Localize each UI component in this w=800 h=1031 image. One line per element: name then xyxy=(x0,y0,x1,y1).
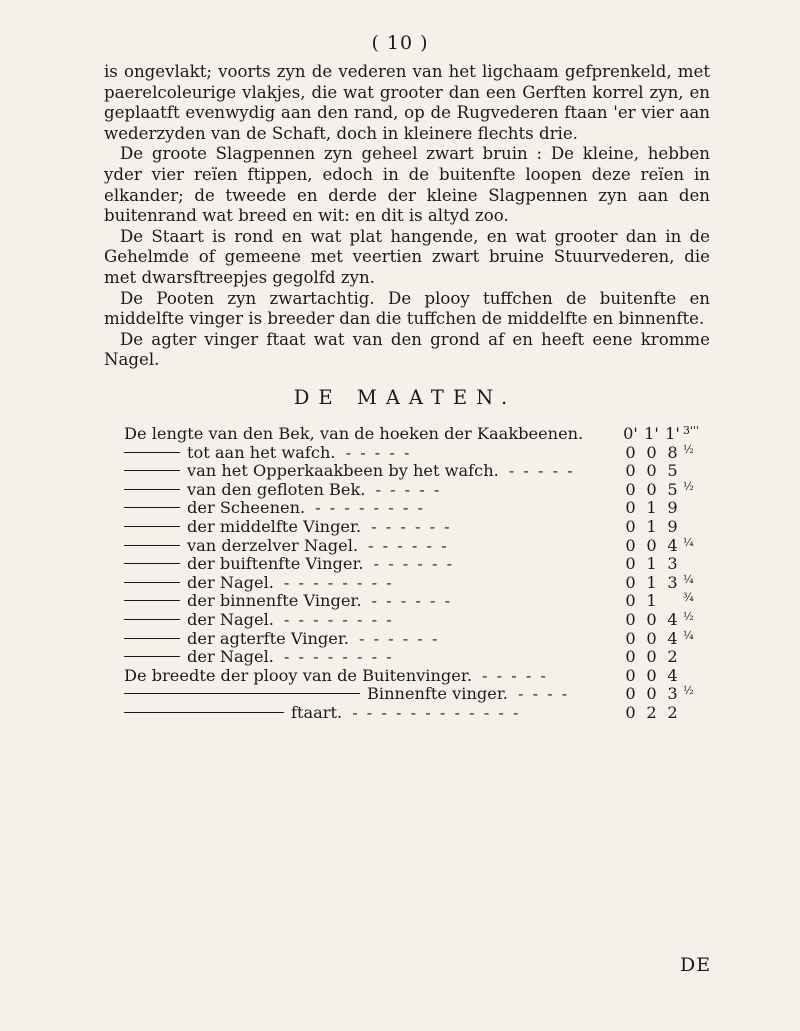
measure-label: Binnenfte vinger. xyxy=(367,684,508,704)
measure-value xyxy=(683,666,713,685)
measure-value: ½ xyxy=(683,684,694,698)
measure-value: 0 xyxy=(625,535,636,555)
measure-value xyxy=(683,703,713,722)
measure-value xyxy=(683,554,713,573)
measure-label: der Nagel. xyxy=(187,572,274,592)
measure-value: 0 xyxy=(646,461,657,481)
measure-value: 3 xyxy=(667,572,678,592)
measure-label: der Scheenen. xyxy=(187,498,306,518)
measure-value: 1 xyxy=(646,554,657,574)
paragraph: is ongevlakt; voorts zyn de vederen van het ligchaam gefprenkeld, met paerelcoleurige vlakjes, die wat grooter dan een Gerften korrel zyn, en geplaatft evenwydig aan den rand, op de Rugvederen ftaan 'er vier aan wederzyden van de Schaft, doch in kleinere flechts drie. xyxy=(104,62,710,143)
table-row: der agterfte Vinger. - - - - - - 0 0 4 ¼ xyxy=(124,629,744,648)
measure-value xyxy=(683,647,713,666)
measure-label: der Nagel. xyxy=(187,609,274,629)
measure-value: 4 xyxy=(667,628,678,648)
measure-value: ½ xyxy=(683,442,694,456)
measure-value: 1' xyxy=(644,424,659,443)
measure-value: 2 xyxy=(646,702,657,722)
measure-value xyxy=(662,591,683,610)
paragraph: De groote Slagpennen zyn geheel zwart bruin : De kleine, hebben yder vier reïen ftippen, edoch in de buitenfte loopen deze reïen in elkander; de tweede en derde der kleine Slagpennen zyn aan den buitenrand wat breed en wit: en dit is altyd zoo. xyxy=(104,144,710,226)
catchword: DE xyxy=(680,954,712,976)
table-row: der Nagel. - - - - - - - - 0 1 3 ¼ xyxy=(124,573,744,592)
measure-value xyxy=(683,461,713,480)
measure-value xyxy=(683,498,713,517)
measure-value: 8 xyxy=(667,442,678,462)
table-row: ftaart. - - - - - - - - - - - - 0 2 2 xyxy=(124,703,744,722)
measure-value: 0 xyxy=(625,684,636,704)
measure-value: 4 xyxy=(667,609,678,629)
measure-value: 0 xyxy=(646,665,657,685)
measure-value: ¼ xyxy=(683,628,694,642)
measure-value: 0 xyxy=(625,609,636,629)
measure-label: ftaart. xyxy=(291,702,343,722)
measure-value: 0 xyxy=(625,628,636,648)
measure-value: 5 xyxy=(667,479,678,499)
measure-value: ¾ xyxy=(683,591,694,605)
measure-label: der binnenfte Vinger. xyxy=(187,591,362,611)
paragraph: De Staart is rond en wat plat hangende, en wat grooter dan in de Gehelmde of gemeene met veertien zwart bruine Stuurvederen, die met dwarsftreepjes gegolfd zyn. xyxy=(104,226,710,287)
table-row: van derzelver Nagel. - - - - - - 0 0 4 ¼ xyxy=(124,536,744,555)
measure-value: 3 xyxy=(667,684,678,704)
measure-value: 4 xyxy=(667,665,678,685)
measure-value: 0 xyxy=(625,516,636,536)
measure-value: 0' xyxy=(623,424,638,443)
measure-value: 1 xyxy=(646,516,657,536)
measurements-table xyxy=(124,424,744,722)
measure-value: 5 xyxy=(667,461,678,481)
measure-value: 2 xyxy=(667,702,678,722)
measure-label: der agterfte Vinger. xyxy=(187,628,349,648)
measure-value: 0 xyxy=(646,684,657,704)
table-row: der Nagel. - - - - - - - - 0 0 2 xyxy=(124,647,744,666)
measure-value: 0 xyxy=(625,702,636,722)
measure-value: 1 xyxy=(646,498,657,518)
measure-value: 0 xyxy=(646,628,657,648)
table-row: der middelfte Vinger. - - - - - - 0 1 9 xyxy=(124,517,744,536)
measure-value xyxy=(683,517,713,536)
table-row: van het Opperkaakbeen by het wafch. - - - - - 0 0 5 xyxy=(124,461,744,480)
measure-value: 0 xyxy=(625,572,636,592)
measure-value: ¼ xyxy=(683,535,694,549)
measure-value: 9 xyxy=(667,516,678,536)
body-text xyxy=(104,62,710,371)
measure-value: 0 xyxy=(625,554,636,574)
table-row: tot aan het wafch. - - - - - 0 0 8 ½ xyxy=(124,443,744,462)
measure-value: 1 xyxy=(646,591,657,611)
measure-label: van derzelver Nagel. xyxy=(187,535,359,555)
table-row xyxy=(124,424,744,443)
measure-value: 1' xyxy=(665,424,680,443)
measure-value: 0 xyxy=(646,442,657,462)
measure-value: 0 xyxy=(625,461,636,481)
section-heading: DE MAATEN. xyxy=(293,386,517,409)
table-row: der buiftenfte Vinger. - - - - - - 0 1 3 xyxy=(124,554,744,573)
measure-label: tot aan het wafch. xyxy=(187,442,336,462)
measure-value: 0 xyxy=(625,647,636,667)
measure-value: 0 xyxy=(625,591,636,611)
measure-value: 0 xyxy=(646,479,657,499)
measure-value: ½ xyxy=(683,609,694,623)
measure-value: 2 xyxy=(667,647,678,667)
measure-value: 0 xyxy=(625,498,636,518)
measure-label: De lengte van den Bek, van de hoeken der Kaakbeenen. xyxy=(124,424,584,443)
paragraph: De Pooten zyn zwartachtig. De plooy tuffchen de buitenfte en middelfte vinger is breeder dan die tuffchen de middelfte en binnenfte. xyxy=(104,288,710,329)
table-row: van den gefloten Bek. - - - - - 0 0 5 ½ xyxy=(124,480,744,499)
page-number: ( 10 ) xyxy=(371,32,429,54)
measure-label: der buiftenfte Vinger. xyxy=(187,554,364,574)
measure-value: 0 xyxy=(646,609,657,629)
measure-value: 3 xyxy=(667,554,678,574)
measure-value: 9 xyxy=(667,498,678,518)
measure-label: van het Opperkaakbeen by het wafch. xyxy=(187,461,499,481)
measure-label: der Nagel. xyxy=(187,647,274,667)
measure-label: van den gefloten Bek. xyxy=(187,479,366,499)
table-row: De breedte der plooy van de Buitenvinger. - - - - - 0 0 4 xyxy=(124,666,744,685)
measure-label: der middelfte Vinger. xyxy=(187,516,362,536)
measure-value: 0 xyxy=(646,535,657,555)
paragraph: De agter vinger ftaat wat van den grond af en heeft eene kromme Nagel. xyxy=(104,329,710,370)
measure-label: De breedte der plooy van de Buitenvinger. xyxy=(124,665,472,685)
measure-value: ½ xyxy=(683,479,694,493)
measure-value: 0 xyxy=(625,442,636,462)
measure-value: 0 xyxy=(625,479,636,499)
measure-value: 4 xyxy=(667,535,678,555)
table-row: Binnenfte vinger. - - - - 0 0 3 ½ xyxy=(124,684,744,703)
measure-value: 0 xyxy=(646,647,657,667)
table-row: der Nagel. - - - - - - - - 0 0 4 ½ xyxy=(124,610,744,629)
measure-value: 0 xyxy=(625,665,636,685)
measure-value: ¼ xyxy=(683,572,694,586)
measure-value: 3''' xyxy=(683,424,700,437)
measure-value: 1 xyxy=(646,572,657,592)
table-row: der binnenfte Vinger. - - - - - - 0 1 ¾ xyxy=(124,591,744,610)
table-row: der Scheenen. - - - - - - - - 0 1 9 xyxy=(124,498,744,517)
